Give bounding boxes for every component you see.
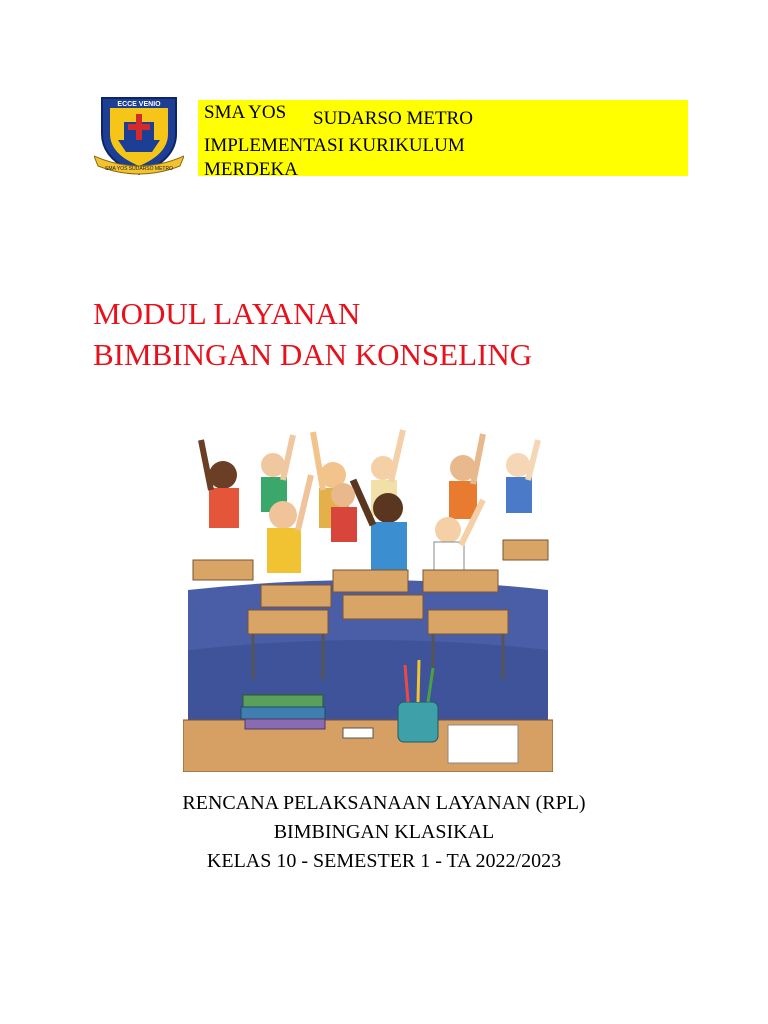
logo-ribbon-text: SMA YOS SUDARSO METRO bbox=[105, 166, 173, 172]
school-logo bbox=[94, 94, 184, 178]
module-title-line1: MODUL LAYANAN bbox=[93, 296, 361, 331]
curriculum-line-2: MERDEKA bbox=[204, 159, 298, 176]
classroom-illustration bbox=[183, 420, 553, 772]
school-name-part1: SMA YOS bbox=[204, 102, 287, 123]
school-name-part2: SUDARSO METRO bbox=[313, 108, 473, 129]
module-title-line2: BIMBINGAN DAN KONSELING bbox=[93, 337, 533, 372]
rpl-line: RENCANA PELAKSANAAN LAYANAN (RPL) bbox=[182, 792, 586, 814]
logo-motto: ECCE VENIO bbox=[117, 101, 161, 108]
school-crest-icon bbox=[94, 94, 184, 178]
class-semester-line: KELAS 10 - SEMESTER 1 - TA 2022/2023 bbox=[206, 850, 562, 872]
curriculum-line: IMPLEMENTASI KURIKULUM bbox=[204, 135, 465, 156]
classroom-image bbox=[183, 420, 553, 772]
guidance-type-line: BIMBINGAN KLASIKAL bbox=[273, 821, 495, 843]
school-header-box bbox=[198, 100, 688, 176]
